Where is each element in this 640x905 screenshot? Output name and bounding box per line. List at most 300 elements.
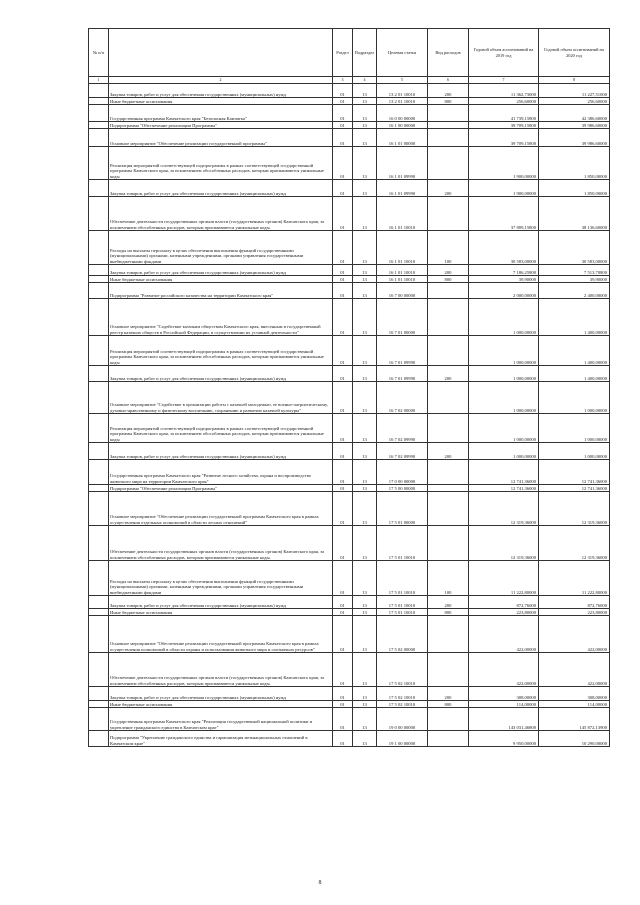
table-row (89, 197, 610, 231)
row-target: 19 0 00 00000 (377, 708, 428, 731)
row-value-2020: 223,80000 (539, 609, 610, 616)
header-target: Целевая статья (377, 29, 428, 77)
row-value-2019: 39 709,15800 (469, 122, 539, 129)
row-value-2019: 114,00000 (469, 701, 539, 708)
col-number: 5 (377, 77, 428, 84)
row-section: 01 (333, 105, 353, 122)
row-expense-type (428, 129, 469, 147)
row-target: 16 1 01 00000 (377, 129, 428, 147)
col-number: 4 (353, 77, 377, 84)
row-name: Закупка товаров, работ и услуг для обеспечения государственных (муниципальных) нужд (109, 443, 333, 460)
row-value-2020: 12 319,36000 (539, 492, 610, 526)
row-value-2019: 872,76000 (469, 596, 539, 609)
row-subsection: 13 (353, 653, 377, 687)
table-row (89, 265, 610, 276)
row-expense-type (428, 197, 469, 231)
table-row (89, 231, 610, 265)
row-num (89, 129, 109, 147)
row-num (89, 609, 109, 616)
row-expense-type (428, 485, 469, 492)
row-num (89, 366, 109, 382)
table-row (89, 492, 610, 526)
row-expense-type: 200 (428, 596, 469, 609)
row-subsection: 13 (353, 265, 377, 276)
row-num (89, 596, 109, 609)
table-row (89, 98, 610, 105)
row-name: Государственная программа Камчатского края "Развитие лесного хозяйства, охрана и воспроизводство животного мира на территории Камчатского края" (109, 460, 333, 485)
row-target: 13 2 01 10010 (377, 84, 428, 98)
table-row (89, 147, 610, 180)
row-section: 01 (333, 180, 353, 197)
row-section: 01 (333, 414, 353, 443)
row-target: 17 5 02 10010 (377, 687, 428, 701)
row-expense-type (428, 122, 469, 129)
table-row (89, 616, 610, 653)
row-target: 16 1 00 00000 (377, 122, 428, 129)
row-expense-type: 800 (428, 609, 469, 616)
row-target: 16 7 01 09990 (377, 336, 428, 366)
budget-table (88, 28, 610, 747)
row-value-2020: 10 290,00000 (539, 731, 610, 747)
row-num (89, 485, 109, 492)
row-target: 16 7 01 09990 (377, 366, 428, 382)
row-num (89, 492, 109, 526)
col-number: 7 (469, 77, 539, 84)
row-num (89, 147, 109, 180)
row-section: 01 (333, 708, 353, 731)
row-expense-type (428, 731, 469, 747)
row-target: 16 0 00 00000 (377, 105, 428, 122)
table-row (89, 84, 610, 98)
row-value-2019: 11 362,73000 (469, 84, 539, 98)
row-name: Основное мероприятие "Обеспечение реализации государственной программы Камчатского края в рамках осуществления полномочий в области охраны и использования животного мира и охотничьих ресурсов" (109, 616, 333, 653)
table-row (89, 122, 610, 129)
row-subsection: 13 (353, 283, 377, 299)
row-value-2019: 223,80000 (469, 609, 539, 616)
col-number: 2 (109, 77, 333, 84)
row-expense-type: 100 (428, 231, 469, 265)
table-row (89, 180, 610, 197)
row-target: 17 5 02 00000 (377, 616, 428, 653)
row-name: Подпрограмма "Обеспечение реализации Программы" (109, 122, 333, 129)
row-num (89, 460, 109, 485)
row-subsection: 13 (353, 609, 377, 616)
row-value-2019: 1 900,00000 (469, 147, 539, 180)
row-section: 01 (333, 526, 353, 561)
row-target: 17 5 01 00000 (377, 492, 428, 526)
row-value-2019: 422,00000 (469, 616, 539, 653)
row-target: 16 7 02 09990 (377, 443, 428, 460)
row-subsection: 13 (353, 129, 377, 147)
row-name: Подпрограмма "Развитие российского казачества на территории Камчатского края" (109, 283, 333, 299)
row-value-2019: 1 000,00000 (469, 299, 539, 336)
row-name: Закупка товаров, работ и услуг для обеспечения государственных (муниципальных) нужд (109, 265, 333, 276)
row-target: 16 1 01 09990 (377, 147, 428, 180)
page-number: 8 (318, 880, 322, 886)
row-num (89, 180, 109, 197)
row-value-2019: 7 186,25800 (469, 265, 539, 276)
row-section: 01 (333, 492, 353, 526)
table-row (89, 485, 610, 492)
row-num (89, 299, 109, 336)
column-number-row (89, 77, 610, 84)
table-row (89, 366, 610, 382)
row-expense-type (428, 336, 469, 366)
row-section: 01 (333, 147, 353, 180)
row-target: 16 1 01 10010 (377, 231, 428, 265)
row-section: 01 (333, 616, 353, 653)
row-value-2019: 41 739,15800 (469, 105, 539, 122)
row-section: 01 (333, 485, 353, 492)
row-expense-type: 200 (428, 265, 469, 276)
row-value-2020: 145 872,13900 (539, 708, 610, 731)
row-num (89, 443, 109, 460)
row-value-2020: 422,00000 (539, 653, 610, 687)
row-value-2020: 1 850,00000 (539, 147, 610, 180)
row-subsection: 13 (353, 687, 377, 701)
row-value-2020: 872,76000 (539, 596, 610, 609)
row-subsection: 13 (353, 122, 377, 129)
row-target: 19 1 00 00000 (377, 731, 428, 747)
row-value-2019: 12 319,36000 (469, 492, 539, 526)
row-value-2020: 1 000,00000 (539, 382, 610, 414)
row-value-2019: 39 709,15800 (469, 129, 539, 147)
row-subsection: 13 (353, 336, 377, 366)
row-target: 17 0 00 00000 (377, 460, 428, 485)
row-value-2019: 2 000,00000 (469, 283, 539, 299)
row-section: 01 (333, 84, 353, 98)
row-subsection: 13 (353, 460, 377, 485)
row-expense-type (428, 526, 469, 561)
row-name: Основное мероприятие "Содействие в организации работы с казачьей молодежью, ее военно-патриотическому, духовно-нравственному и физическому воспитанию, сохранению и развитию казачьей культуры" (109, 382, 333, 414)
row-section: 01 (333, 197, 353, 231)
row-name: Подпрограмма "Укрепление гражданского единства и гармонизация межнациональных отношений в Камчатском крае" (109, 731, 333, 747)
table-row (89, 414, 610, 443)
row-name: Расходы на выплаты персоналу в целях обеспечения выполнения функций государственными (муниципальными) органами, казенными учреждениями, органами управления государственными внебюджетными фондами (109, 231, 333, 265)
row-num (89, 98, 109, 105)
col-number: 1 (89, 77, 109, 84)
row-value-2019: 12 319,36000 (469, 526, 539, 561)
row-subsection: 13 (353, 84, 377, 98)
row-subsection: 13 (353, 299, 377, 336)
row-section: 01 (333, 299, 353, 336)
row-expense-type (428, 460, 469, 485)
row-subsection: 13 (353, 443, 377, 460)
row-target: 17 5 01 10010 (377, 596, 428, 609)
row-value-2020: 422,00000 (539, 616, 610, 653)
row-expense-type: 200 (428, 443, 469, 460)
row-expense-type (428, 616, 469, 653)
row-target: 17 5 01 10010 (377, 609, 428, 616)
row-name: Основное мероприятие "Содействие казачьим обществам Камчатского края, внесенным в государственный реестр казачьих обществ в Российской Федерации, в осуществлении их уставной деятельности" (109, 299, 333, 336)
row-expense-type: 100 (428, 561, 469, 596)
row-value-2019: 11 222,80000 (469, 561, 539, 596)
header-expense-type: Вид расходов (428, 29, 469, 77)
row-name: Обеспечение деятельности государственных органов власти (государственных органов) Камчатского края, за исключением обособленных расходов, которым присваиваются уникальные коды. (109, 653, 333, 687)
row-num (89, 382, 109, 414)
row-value-2020: 1 400,00000 (539, 366, 610, 382)
table-row (89, 708, 610, 731)
row-value-2020: 1 000,00000 (539, 443, 610, 460)
row-section: 01 (333, 366, 353, 382)
header-subsection: Подраздел (353, 29, 377, 77)
row-value-2020: 1 000,00000 (539, 414, 610, 443)
row-target: 16 7 02 00000 (377, 382, 428, 414)
row-value-2020: 12 319,36000 (539, 526, 610, 561)
row-section: 01 (333, 231, 353, 265)
row-value-2019: 308,00000 (469, 687, 539, 701)
row-expense-type: 800 (428, 701, 469, 708)
row-num (89, 276, 109, 283)
row-num (89, 701, 109, 708)
row-subsection: 13 (353, 526, 377, 561)
row-value-2019: 1 000,00000 (469, 443, 539, 460)
row-expense-type: 200 (428, 84, 469, 98)
row-value-2019: 1 000,00000 (469, 382, 539, 414)
row-name: Основное мероприятие "Обеспечение реализации государственной программы" (109, 129, 333, 147)
row-expense-type: 800 (428, 276, 469, 283)
table-row (89, 687, 610, 701)
row-value-2020: 7 513,70800 (539, 265, 610, 276)
row-section: 01 (333, 265, 353, 276)
row-name: Закупка товаров, работ и услуг для обеспечения государственных (муниципальных) нужд (109, 180, 333, 197)
row-subsection: 13 (353, 382, 377, 414)
row-value-2019: 12 741,36000 (469, 460, 539, 485)
row-subsection: 13 (353, 147, 377, 180)
row-num (89, 526, 109, 561)
row-subsection: 13 (353, 231, 377, 265)
row-value-2019: 12 741,36000 (469, 485, 539, 492)
row-expense-type (428, 105, 469, 122)
row-section: 01 (333, 653, 353, 687)
row-name: Обеспечение деятельности государственных органов власти (государственных органов) Камчатского края, за исключением обособленных расходов, которым присваиваются уникальные коды. (109, 197, 333, 231)
row-value-2020: 1 400,00000 (539, 299, 610, 336)
row-name: Реализация мероприятий соответствующей подпрограммы в рамках соответствующей государственной программы Камчатского края, за исключением обособленных расходов, которым присваиваются уникальные коды (109, 414, 333, 443)
header-name (109, 29, 333, 77)
table-row (89, 653, 610, 687)
col-number: 6 (428, 77, 469, 84)
row-expense-type (428, 299, 469, 336)
row-value-2020: 38 136,60000 (539, 197, 610, 231)
col-number: 3 (333, 77, 353, 84)
row-subsection: 13 (353, 708, 377, 731)
row-section: 01 (333, 129, 353, 147)
row-expense-type (428, 147, 469, 180)
row-num (89, 231, 109, 265)
col-number: 8 (539, 77, 610, 84)
table-row (89, 701, 610, 708)
row-name: Закупка товаров, работ и услуг для обеспечения государственных (муниципальных) нужд (109, 687, 333, 701)
row-subsection: 13 (353, 596, 377, 609)
row-expense-type: 800 (428, 98, 469, 105)
row-expense-type (428, 283, 469, 299)
row-target: 16 7 01 00000 (377, 299, 428, 336)
row-value-2020: 2 400,00000 (539, 283, 610, 299)
row-value-2020: 42 386,60000 (539, 105, 610, 122)
table-body (89, 84, 610, 747)
row-expense-type: 200 (428, 687, 469, 701)
row-value-2019: 30 583,00000 (469, 231, 539, 265)
table-row (89, 609, 610, 616)
row-section: 01 (333, 276, 353, 283)
row-target: 17 5 01 10010 (377, 526, 428, 561)
row-subsection: 13 (353, 197, 377, 231)
row-expense-type (428, 653, 469, 687)
table-header (89, 29, 610, 77)
row-value-2020: 39 986,60000 (539, 129, 610, 147)
row-value-2019: 9 950,00000 (469, 731, 539, 747)
row-target: 17 5 01 10010 (377, 561, 428, 596)
row-section: 01 (333, 336, 353, 366)
row-num (89, 122, 109, 129)
row-name: Основное мероприятие "Обеспечение реализации государственной программы Камчатского края в рамках осуществления отдельных полномочий в области лесных отношений" (109, 492, 333, 526)
row-section: 01 (333, 609, 353, 616)
row-value-2020: 11 227,51000 (539, 84, 610, 98)
row-name: Закупка товаров, работ и услуг для обеспечения государственных (муниципальных) нужд (109, 366, 333, 382)
row-target: 16 1 01 10010 (377, 197, 428, 231)
row-target: 16 7 00 00000 (377, 283, 428, 299)
row-name: Реализация мероприятий соответствующей подпрограммы в рамках соответствующей государственной программы Камчатского края, за исключением обособленных расходов, которым присваиваются уникальные коды (109, 336, 333, 366)
row-target: 16 1 01 10010 (377, 265, 428, 276)
table-row (89, 283, 610, 299)
row-name: Расходы на выплаты персоналу в целях обеспечения выполнения функций государственными (муниципальными) органами, казенными учреждениями, органами управления государственными внебюджетными фондами (109, 561, 333, 596)
row-section: 01 (333, 731, 353, 747)
row-value-2019: 422,00000 (469, 653, 539, 687)
table-row (89, 460, 610, 485)
table-row (89, 443, 610, 460)
row-num (89, 197, 109, 231)
row-num (89, 414, 109, 443)
row-num (89, 84, 109, 98)
row-value-2020: 12 741,36000 (539, 485, 610, 492)
row-subsection: 13 (353, 561, 377, 596)
row-section: 01 (333, 382, 353, 414)
row-subsection: 13 (353, 276, 377, 283)
row-subsection: 13 (353, 414, 377, 443)
row-value-2020: 30 583,00000 (539, 231, 610, 265)
table-row (89, 129, 610, 147)
row-num (89, 731, 109, 747)
table-row (89, 382, 610, 414)
row-subsection: 13 (353, 366, 377, 382)
row-section: 01 (333, 596, 353, 609)
table-row (89, 526, 610, 561)
row-name: Иные бюджетные ассигнования (109, 276, 333, 283)
row-value-2019: 37 809,15800 (469, 197, 539, 231)
table-row (89, 299, 610, 336)
row-subsection: 13 (353, 616, 377, 653)
table-row (89, 276, 610, 283)
row-value-2019: 256,60000 (469, 98, 539, 105)
row-num (89, 708, 109, 731)
row-section: 01 (333, 561, 353, 596)
row-name: Подпрограмма "Обеспечение реализации Программы" (109, 485, 333, 492)
row-name: Государственная программа Камчатского края "Реализация государственной национальной политики и укрепление гражданского единства в Камчатском крае" (109, 708, 333, 731)
row-num (89, 283, 109, 299)
row-section: 01 (333, 443, 353, 460)
row-value-2019: 1 900,00000 (469, 180, 539, 197)
row-value-2020: 114,00000 (539, 701, 610, 708)
table-row (89, 596, 610, 609)
row-name: Государственная программа Камчатского края "Безопасная Камчатка" (109, 105, 333, 122)
row-section: 01 (333, 98, 353, 105)
row-value-2020: 256,60000 (539, 98, 610, 105)
row-section: 01 (333, 460, 353, 485)
row-target: 17 5 00 00000 (377, 485, 428, 492)
row-name: Иные бюджетные ассигнования (109, 701, 333, 708)
row-value-2019: 1 000,00000 (469, 336, 539, 366)
row-num (89, 105, 109, 122)
table-row (89, 105, 610, 122)
row-target: 13 2 01 10010 (377, 98, 428, 105)
row-section: 01 (333, 283, 353, 299)
row-target: 16 1 01 10010 (377, 276, 428, 283)
row-value-2020: 39,90000 (539, 276, 610, 283)
row-expense-type (428, 382, 469, 414)
row-expense-type: 200 (428, 366, 469, 382)
row-subsection: 13 (353, 492, 377, 526)
row-value-2020: 12 741,36000 (539, 460, 610, 485)
row-num (89, 687, 109, 701)
row-name: Иные бюджетные ассигнования (109, 98, 333, 105)
row-subsection: 13 (353, 180, 377, 197)
row-expense-type: 200 (428, 180, 469, 197)
row-value-2019: 143 031,46800 (469, 708, 539, 731)
row-num (89, 265, 109, 276)
row-value-2020: 1 400,00000 (539, 336, 610, 366)
row-target: 16 7 02 09990 (377, 414, 428, 443)
header-num: № п/п (89, 29, 109, 77)
row-num (89, 336, 109, 366)
table-row (89, 561, 610, 596)
row-name: Иные бюджетные ассигнования (109, 609, 333, 616)
row-num (89, 616, 109, 653)
header-vol-2020: Годовой объем ассигнований на 2020 год (539, 29, 610, 77)
row-value-2020: 1 850,00000 (539, 180, 610, 197)
row-value-2020: 39 986,60000 (539, 122, 610, 129)
row-num (89, 653, 109, 687)
row-value-2019: 1 000,00000 (469, 366, 539, 382)
row-expense-type (428, 492, 469, 526)
row-expense-type (428, 708, 469, 731)
row-section: 01 (333, 687, 353, 701)
row-name: Закупка товаров, работ и услуг для обеспечения государственных (муниципальных) нужд (109, 596, 333, 609)
table-row (89, 731, 610, 747)
header-vol-2019: Годовой объем ассигнований на 2019 год (469, 29, 539, 77)
row-num (89, 561, 109, 596)
row-target: 16 1 01 09990 (377, 180, 428, 197)
header-section: Раздел (333, 29, 353, 77)
row-target: 17 5 02 10010 (377, 701, 428, 708)
row-name: Закупка товаров, работ и услуг для обеспечения государственных (муниципальных) нужд (109, 84, 333, 98)
row-expense-type (428, 414, 469, 443)
row-name: Реализация мероприятий соответствующей подпрограммы в рамках соответствующей государственной программы Камчатского края, за исключением обособленных расходов, которым присваиваются уникальные коды (109, 147, 333, 180)
row-value-2019: 1 000,00000 (469, 414, 539, 443)
row-section: 01 (333, 701, 353, 708)
row-section: 01 (333, 122, 353, 129)
row-subsection: 13 (353, 98, 377, 105)
row-value-2020: 11 222,80000 (539, 561, 610, 596)
row-value-2019: 39,90000 (469, 276, 539, 283)
row-target: 17 5 02 10010 (377, 653, 428, 687)
row-subsection: 13 (353, 701, 377, 708)
row-value-2020: 308,00000 (539, 687, 610, 701)
row-subsection: 13 (353, 105, 377, 122)
table-row (89, 336, 610, 366)
row-subsection: 13 (353, 485, 377, 492)
budget-sheet (88, 28, 609, 747)
row-name: Обеспечение деятельности государственных органов власти (государственных органов) Камчатского края, за исключением обособленных расходов, которым присваиваются уникальные коды. (109, 526, 333, 561)
